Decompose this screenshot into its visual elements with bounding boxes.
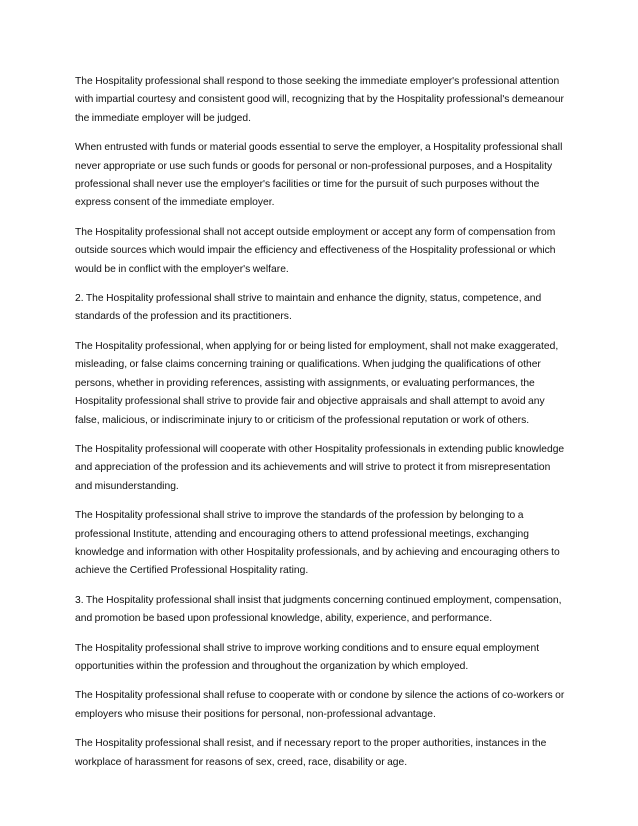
paragraph-3: The Hospitality professional shall not accept outside employment or accept any form of compensation from outside sources which would impair the efficiency and effectiveness of the Hospitality professional or which would be in conflict with the employer's welfare. — [75, 226, 556, 275]
paragraph-10: The Hospitality professional shall refuse to cooperate with or condone by silence the actions of co-workers or employers who misuse their positions for personal, non-professional advantage. — [75, 690, 565, 720]
paragraph-11: The Hospitality professional shall resist, and if necessary report to the proper authorities, instances in the workplace of harassment for reasons of sex, creed, race, disability or age. — [75, 738, 547, 768]
paragraph-9: The Hospitality professional shall strive to improve working conditions and to ensure equal employment opportunities within the profession and throughout the organization by which employed. — [75, 642, 540, 672]
paragraph-1: The Hospitality professional shall respond to those seeking the immediate employer's professional attention with impartial courtesy and consistent good will, recognizing that by the Hospitality professional's demeanour the immediate employer will be judged. — [75, 76, 564, 124]
paragraph-6: The Hospitality professional will cooperate with other Hospitality professionals in extending public knowledge and appreciation of the profession and its achievements and will strive to protect it from misrepresentation and misunderstanding. — [75, 443, 565, 492]
document-body — [75, 73, 567, 783]
paragraph-8: 3. The Hospitality professional shall insist that judgments concerning continued employment, compensation, and promotion be based upon professional knowledge, ability, experience, and performance. — [75, 594, 562, 625]
paragraph-2: When entrusted with funds or material goods essential to serve the employer, a Hospitality professional shall never appropriate or use such funds or goods for personal or non-professional purposes, and a Hospitality professional shall never use the employer's facilities or time for the pursuit of such purposes without the express consent of the immediate employer. — [75, 142, 563, 209]
paragraph-4: 2. The Hospitality professional shall strive to maintain and enhance the dignity, status, competence, and standards of the profession and its practitioners. — [75, 293, 542, 323]
paragraph-5: The Hospitality professional, when applying for or being listed for employment, shall not make exaggerated, misleading, or false claims concerning training or qualifications. When judging the qualifications of other persons, whether in providing references, assisting with assignments, or evaluating performances, the Hospitality professional shall strive to provide fair and objective appraisals and shall attempt to avoid any false, malicious, or indiscriminate injury to or criticism of the professional reputation or work of others. — [75, 340, 559, 426]
paragraph-7: The Hospitality professional shall strive to improve the standards of the profession by belonging to a professional Institute, attending and encouraging others to attend professional meetings, exchanging knowledge and information with other Hospitality professionals, and by achieving and encouraging others to achieve the Certified Professional Hospitality rating. — [75, 510, 560, 577]
